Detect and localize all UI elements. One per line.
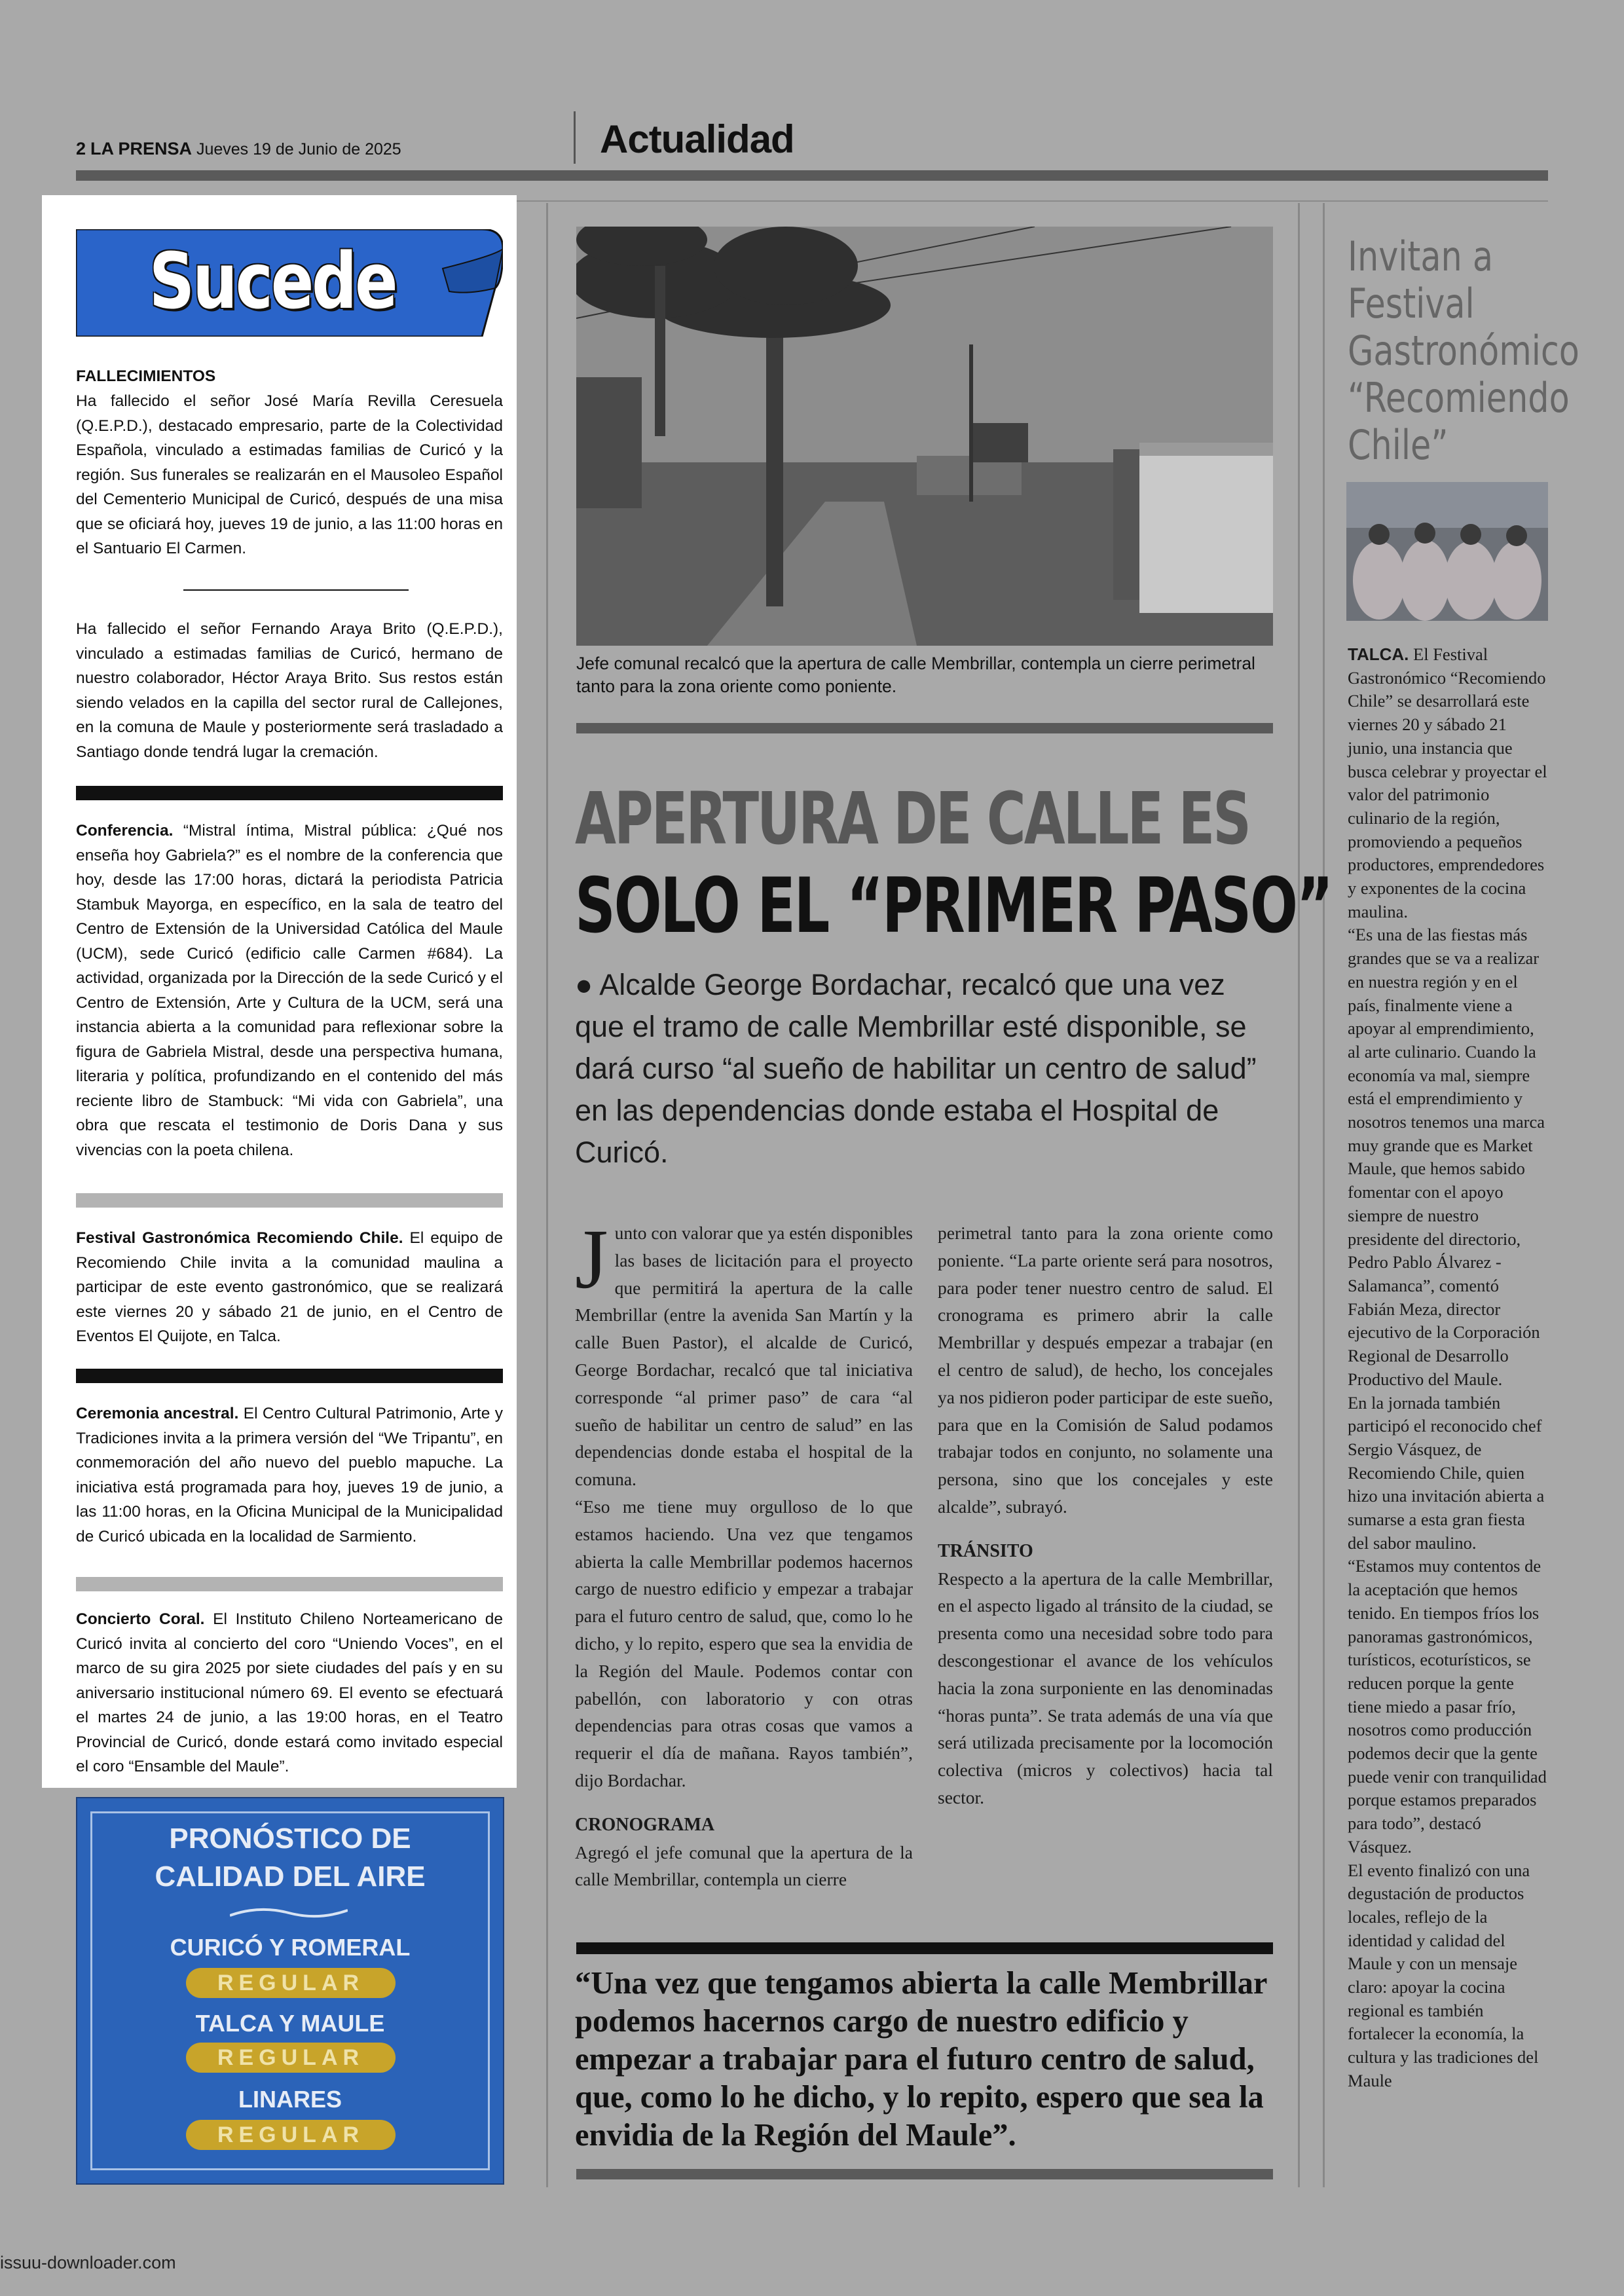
col1-paragraph-3: Agregó el jefe comunal que la apertura de la calle Membrillar, contempla un cierre [575, 1842, 913, 1890]
sucede-panel [42, 195, 517, 1788]
conferencia-item [76, 819, 503, 1162]
ceremonia-text: El Centro Cultural Patrimonio, Arte y Tradiciones invita a la primera versión del “We Tripantu”, en conmemoración del año nuevo del pueblo mapuche. La iniciativa está programada para hoy, jueves 19 de junio, a las 11:00 horas, en la Oficina Municipal de la Municipalidad de Curicó ubicada en la localidad de Sarmiento. [76, 1405, 503, 1546]
side-article-title: Invitan a Festival Gastronómico “Recomiendo Chile” [1348, 232, 1579, 469]
header-divider [574, 111, 576, 164]
conferencia-text: “Mistral íntima, Mistral pública: ¿Qué nos enseña hoy Gabriela?” es el nombre de la conferencia que hoy, desde las 17:00 horas, dictará la periodista Patricia Stambuk Mayorga, en específico, en la sala de teatro del Centro de Extensión de la Universidad Católica del Maule (UCM), sede Curicó (edificio calle Carmen #684). La actividad, organizada por la Dirección de la sede Curicó y el Centro de Extensión, Arte y Cultura de la UCM, será una instancia abierta a la comunidad para reflexionar sobre la figura de Gabriela Mistral, desde una perspectiva humana, literaria y política, profundizando en el contenido del más reciente libro de Stambuck: “Mi vida con Gabriela”, una obra que rescata el testimonio de Doris Dana y sus vivencias con la poeta chilena. [76, 822, 503, 1159]
air-status-2: REGULAR [186, 2043, 396, 2073]
conferencia-title: Conferencia. [76, 822, 174, 840]
deck-text: Alcalde George Bordachar, recalcó que una vez que el tramo de calle Membrillar esté disponible, se dará curso “al sueño de habilitar un centro de salud” en las dependencias donde estaba el Hospital de Curicó. [575, 968, 1257, 1169]
ceremonia-title: Ceremonia ancestral. [76, 1405, 239, 1422]
air-city-1: CURICÓ Y ROMERAL [170, 1934, 411, 1961]
street-photo-illustration [576, 227, 1273, 646]
pull-quote: “Una vez que tengamos abierta la calle Membrillar podemos hacernos cargo de nuestro edificio y empezar a trabajar para el futuro centro de salud, que, como lo he dicho, y lo repito, espero que sea la envidia de la Región del Maule”. [575, 1966, 1267, 2153]
section-bar [76, 1369, 503, 1383]
concierto-text: El Instituto Chileno Norteamericano de Curicó invita al concierto del coro “Uniendo Voces”, en el marco de su gira 2025 por siete ciudades del país y en su aniversario institucional número 69. El evento se efectuará el martes 24 de junio, a las 19:00 horas, en el Teatro Provincial de Curicó, donde estará como invitado especial el coro “Ensamble del Maule”. [76, 1610, 503, 1775]
header-rule [76, 170, 1548, 181]
headline-line2: SOLO EL “PRIMER PASO” [575, 862, 1332, 950]
air-city-2: TALCA Y MAULE [195, 2010, 385, 2037]
air-quality-frame [90, 1811, 490, 2170]
wave-icon [230, 1905, 348, 1921]
festival-text: El equipo de Recomiendo Chile invita a la comunidad maulina a participar de este evento gastronómico, que se realizará este viernes 20 y sábado 21 de junio, en el Centro de Eventos El Quijote, en Talca. [76, 1229, 503, 1345]
street-photo [576, 227, 1273, 646]
photo-caption: Jefe comunal recalcó que la apertura de calle Membrillar, contempla un cierre perimetral tanto para la zona oriente como poniente. [576, 654, 1255, 696]
watermark: issuu-downloader.com [0, 2253, 176, 2272]
col1-paragraph-2: “Eso me tiene muy orgulloso de lo que estamos haciendo. Una vez que tengamos abierta la calle Membrillar podemos hacernos cargo de nuestro edificio y empezar a trabajar para el futuro centro de salud, que, como lo he dicho, y lo repito, espero que sea la envidia de la Región del Maule. Podemos contar con pabellón, con laboratorio y con otras dependencias para otras cosas que vamos a requerir el día de mañana. Rayos también”, dijo Bordachar. [575, 1496, 913, 1790]
sucede-title: Sucede [149, 236, 396, 326]
festival-title: Festival Gastronómica Recomiendo Chile. [76, 1229, 403, 1247]
page-number: 2 [76, 139, 86, 158]
air-quality-box [76, 1797, 504, 2185]
festival-item [76, 1226, 503, 1349]
page-folio [76, 139, 401, 159]
headline-rule [576, 723, 1273, 733]
article-column-1 [575, 1212, 913, 1893]
subhead-transito: TRÁNSITO [938, 1540, 1033, 1561]
air-status-3: REGULAR [186, 2120, 396, 2150]
side-paragraph-5: El evento finalizó con una degustación de productos locales, reflejo de la identidad y calidad del Maule y con un mensaje claro: apoyar la cocina regional es también fortalecer la economía, la cultura y las tradiciones del Maule [1348, 1860, 1539, 2090]
festival-photo [1346, 482, 1548, 621]
column-divider [1298, 203, 1300, 2187]
column-divider [546, 203, 548, 2187]
col2-paragraph-2: Respecto a la apertura de la calle Membrillar, en el aspecto ligado al tránsito de la ciudad, se presenta como una necesidad sobre todo para descongestionar el avance de los vehículos hacia la zona surponiente en las denominadas “horas punta”. Se trata además de una vía que será utilizada precisamente por la locomoción colectiva (micros y colectivos) hacia tal sector. [938, 1568, 1273, 1807]
air-title-line1: PRONÓSTICO DE [169, 1823, 411, 1855]
dropcap: J [575, 1212, 608, 1306]
issue-date: Jueves 19 de Junio de 2025 [196, 140, 401, 158]
obituary-2: Ha fallecido el señor Fernando Araya Brito (Q.E.P.D.), vinculado a estimadas familias de Curicó, hermano de nuestro colaborador, Héctor Araya Brito. Sus restos están siendo velados en la capilla del sector rural de Callejones, en la comuna de Maule y posteriormente será trasladado a Santiago donde tendrá lugar la cremación. [76, 620, 503, 761]
festival-photo-illustration [1346, 482, 1548, 621]
section-bar [76, 786, 503, 800]
col2-paragraph-1: perimetral tanto para la zona oriente como poniente. “La parte oriente será para nosotros, para poder tener nuestro centro de salud. El cronograma es primero abrir la calle Membrillar y después empezar a trabajar (en el centro de salud), de hecho, los concejales ya nos pidieron poder participar de este sueño, para que en la Comisión de Salud podamos trabajar todos en conjunto, no solamente una persona, sino que los concejales y este alcalde”, subrayó. [938, 1223, 1273, 1517]
col1-paragraph-1: unto con valorar que ya estén disponibles las bases de licitación para el proyecto que permitirá la apertura de la calle Membrillar (entre la avenida San Martín y la calle Buen Pastor), el alcalde de Curicó, George Bordachar, recalcó que tal iniciativa corresponde “al primer paso” de cara “al sueño de habilitar un centro de salud” en las dependencias donde estaba el hospital de la comuna. [575, 1223, 913, 1490]
ceremonia-item [76, 1401, 503, 1549]
sucede-banner [76, 229, 503, 337]
concierto-item [76, 1607, 503, 1779]
fallecimientos-heading: FALLECIMIENTOS [76, 367, 216, 385]
side-paragraph-4: “Estamos muy contentos de la aceptación que hemos tenido. En tiempos fríos los panoramas gastronómicos, turísticos, ecoturísticos, se reducen porque la gente tiene miedo a pasar frío, nosotros como producción podemos decir que la gente puede venir con tranquilidad porque estamos preparados para todo”, destacó Vásquez. [1348, 1556, 1547, 1857]
side-paragraph-3: En la jornada también participó el reconocido chef Sergio Vásquez, de Recomiendo Chile, quien hizo una invitación abierta a sumarse a esta gran fiesta del sabor maulino. [1348, 1392, 1545, 1553]
headline-line1: APERTURA DE CALLE ES [575, 777, 1249, 861]
section-bar [76, 1577, 503, 1591]
obituary-divider [183, 589, 409, 591]
subhead-cronograma: CRONOGRAMA [575, 1814, 715, 1835]
air-title-line2: CALIDAD DEL AIRE [155, 1861, 426, 1893]
air-status-1: REGULAR [186, 1968, 396, 1998]
paper-name: LA PRENSA [90, 139, 192, 158]
side-article-body [1348, 643, 1548, 2093]
section-bar [76, 1193, 503, 1208]
article-deck [575, 964, 1282, 1174]
quote-bottom-rule [576, 2169, 1273, 2179]
bullet-icon: ● [575, 968, 593, 1001]
section-title: Actualidad [600, 117, 794, 161]
air-city-3: LINARES [238, 2086, 342, 2113]
quote-top-rule [576, 1942, 1273, 1954]
side-paragraph-1: El Festival Gastronómico “Recomiendo Chile” se desarrollará este viernes 20 y sábado 21 junio, una instancia que busca celebrar y proyectar el valor del patrimonio culinario de la región, promoviendo a pequeños productores, emprendedores y exponentes de la cocina maulina. [1348, 644, 1547, 921]
article-column-2 [938, 1219, 1273, 1811]
column-divider [1323, 203, 1325, 2187]
obituary-1: Ha fallecido el señor José María Revilla Ceresuela (Q.E.P.D.), destacado empresario, parte de la Colectividad Española, vinculado a estimadas familias de Curicó y la región. Sus funerales se realizarán en el Mausoleo Español del Cementerio Municipal de Curicó, después de una misa que se oficiará hoy, jueves 19 de junio, a las 11:00 horas en el Santuario El Carmen. [76, 392, 503, 557]
concierto-title: Concierto Coral. [76, 1610, 205, 1628]
side-paragraph-2: “Es una de las fiestas más grandes que se va a realizar en nuestra región y en el país, finalmente viene a apoyar al emprendimiento, al arte culinario. Cuando la economía va mal, siempre está el emprendimiento y nosotros tenemos una marca muy grande que es Market Maule, que hemos sabido fomentar con el apoyo siempre de nuestro presidente del directorio, Pedro Pablo Álvarez - Salamanca”, comentó Fabián Meza, director ejecutivo de la Corporación Regional de Desarrollo Productivo del Maule. [1348, 925, 1545, 1389]
side-dateline: TALCA. [1348, 644, 1409, 664]
fallecimientos-title [76, 364, 503, 389]
